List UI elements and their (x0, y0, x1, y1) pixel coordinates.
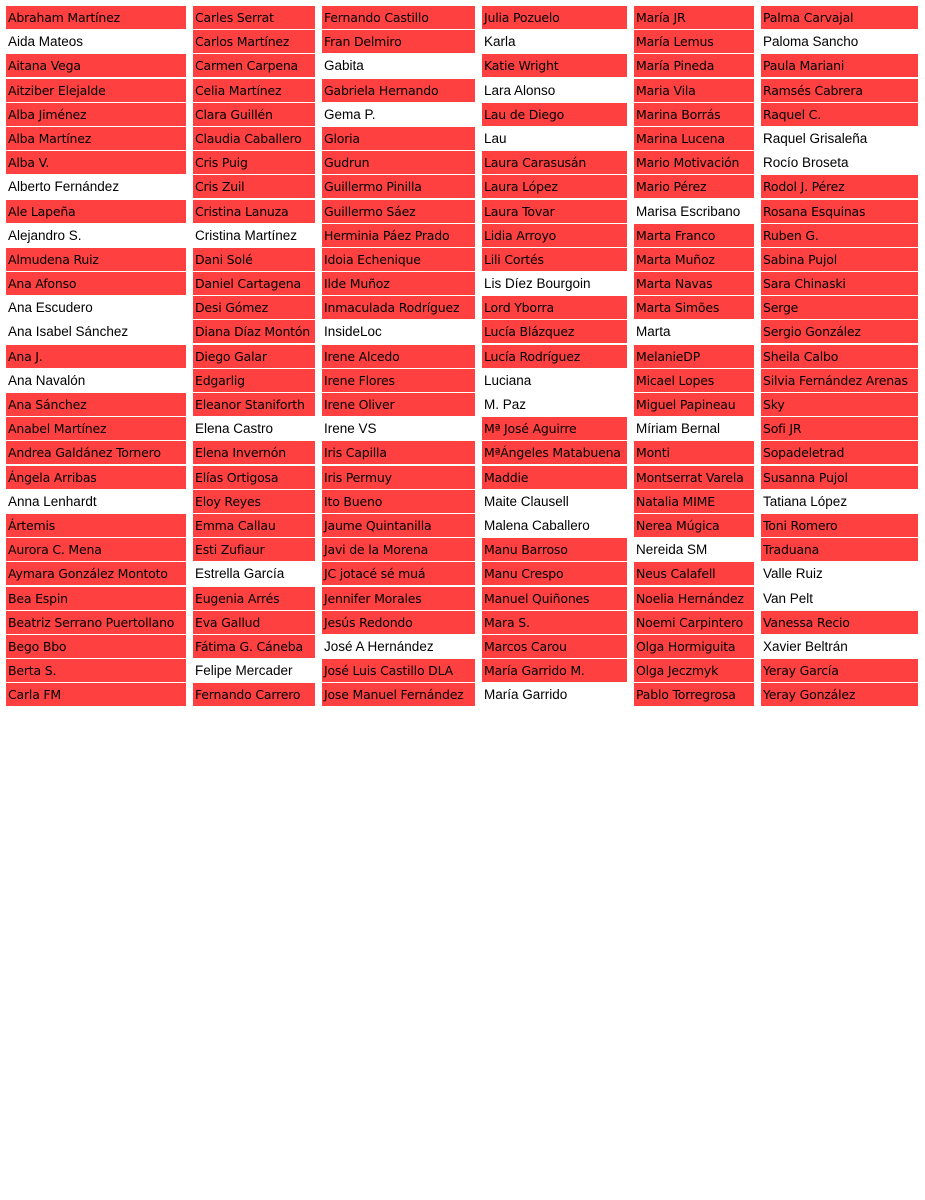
name-cell: Eleanor Staniforth (193, 393, 315, 416)
name-cell: Carles Serrat (193, 6, 315, 29)
name-cell: Lis Díez Bourgoin (482, 272, 627, 295)
name-cell: Gudrun (322, 151, 475, 174)
name-cell: Beatriz Serrano Puertollano (6, 611, 186, 634)
name-cell: Alba Martínez (6, 127, 186, 150)
name-cell: Jaume Quintanilla (322, 514, 475, 537)
name-cell: Fátima G. Cáneba (193, 635, 315, 658)
name-cell: Fernando Carrero (193, 683, 315, 706)
name-cell: Montserrat Varela (634, 466, 754, 489)
name-cell: Miguel Papineau (634, 393, 754, 416)
name-cell: Elena Castro (193, 417, 315, 440)
name-cell: Rosana Esquinas (761, 200, 918, 223)
name-cell: Ana Sánchez (6, 393, 186, 416)
name-cell: Daniel Cartagena (193, 272, 315, 295)
name-cell: Estrella García (193, 562, 315, 585)
name-cell: Ruben G. (761, 224, 918, 247)
name-cell: Sergio González (761, 320, 918, 343)
name-cell: Felipe Mercader (193, 659, 315, 682)
name-cell: Natalia MIME (634, 490, 754, 513)
name-cell: Tatiana López (761, 490, 918, 513)
name-cell: Jennifer Morales (322, 587, 475, 610)
name-cell: Paula Mariani (761, 54, 918, 77)
name-cell: María Garrido M. (482, 659, 627, 682)
name-cell: Jose Manuel Fernández (322, 683, 475, 706)
name-cell: Paloma Sancho (761, 30, 918, 53)
name-cell: Abraham Martínez (6, 6, 186, 29)
name-cell: Sopadeletrad (761, 441, 918, 464)
name-cell: Luciana (482, 369, 627, 392)
name-cell: Bea Espin (6, 587, 186, 610)
name-column-1 (6, 6, 186, 707)
name-cell: Manuel Quiñones (482, 587, 627, 610)
name-cell: Laura López (482, 175, 627, 198)
name-cell: José A Hernández (322, 635, 475, 658)
name-cell: Claudia Caballero (193, 127, 315, 150)
name-cell: Nereida SM (634, 538, 754, 561)
name-cell: Van Pelt (761, 587, 918, 610)
name-cell: Emma Callau (193, 514, 315, 537)
name-cell: Anabel Martínez (6, 417, 186, 440)
name-cell: Carlos Martínez (193, 30, 315, 53)
name-cell: Lidia Arroyo (482, 224, 627, 247)
name-cell: Aurora C. Mena (6, 538, 186, 561)
name-cell: Maria Vila (634, 79, 754, 102)
name-cell: Vanessa Recio (761, 611, 918, 634)
name-cell: Manu Barroso (482, 538, 627, 561)
name-cell: Anna Lenhardt (6, 490, 186, 513)
name-cell: Herminia Páez Prado (322, 224, 475, 247)
name-cell: Mª José Aguirre (482, 417, 627, 440)
name-cell: Cristina Lanuza (193, 200, 315, 223)
name-cell: MelanieDP (634, 345, 754, 368)
name-cell: Ilde Muñoz (322, 272, 475, 295)
name-column-6 (761, 6, 918, 707)
name-cell: Ángela Arribas (6, 466, 186, 489)
name-cell: Guillermo Pinilla (322, 175, 475, 198)
name-cell: Eva Gallud (193, 611, 315, 634)
name-cell: José Luis Castillo DLA (322, 659, 475, 682)
name-cell: Nerea Múgica (634, 514, 754, 537)
name-column-4 (482, 6, 627, 707)
name-cell: Karla (482, 30, 627, 53)
name-cell: Mara S. (482, 611, 627, 634)
name-cell: Alba V. (6, 151, 186, 174)
name-cell: Inmaculada Rodríguez (322, 296, 475, 319)
name-cell: Gabriela Hernando (322, 79, 475, 102)
name-cell: Laura Carasusán (482, 151, 627, 174)
name-cell: Esti Zufiaur (193, 538, 315, 561)
name-cell: Lara Alonso (482, 79, 627, 102)
name-cell: Cris Puig (193, 151, 315, 174)
name-cell: Ito Bueno (322, 490, 475, 513)
name-cell: Maddie (482, 466, 627, 489)
name-cell: Guillermo Sáez (322, 200, 475, 223)
name-cell: Ártemis (6, 514, 186, 537)
name-cell: Xavier Beltrán (761, 635, 918, 658)
name-cell: Marta Simões (634, 296, 754, 319)
name-cell: Marina Lucena (634, 127, 754, 150)
name-cell: Sofi JR (761, 417, 918, 440)
name-cell: Lucía Rodríguez (482, 345, 627, 368)
name-cell: María Garrido (482, 683, 627, 706)
name-cell: Ramsés Cabrera (761, 79, 918, 102)
name-cell: Clara Guillén (193, 103, 315, 126)
name-cell: Ana Isabel Sánchez (6, 320, 186, 343)
name-cell: Sheila Calbo (761, 345, 918, 368)
name-cell: InsideLoc (322, 320, 475, 343)
name-cell: Noelia Hernández (634, 587, 754, 610)
name-cell: Alejandro S. (6, 224, 186, 247)
name-cell: Marcos Carou (482, 635, 627, 658)
name-column-5 (634, 6, 754, 707)
name-cell: Carla FM (6, 683, 186, 706)
name-cell: Sabina Pujol (761, 248, 918, 271)
name-cell: Ana Escudero (6, 296, 186, 319)
name-cell: Katie Wright (482, 54, 627, 77)
name-cell: Andrea Galdánez Tornero (6, 441, 186, 464)
name-cell: Marta (634, 320, 754, 343)
name-cell: Javi de la Morena (322, 538, 475, 561)
name-cell: Olga Hormiguita (634, 635, 754, 658)
name-cell: Mario Pérez (634, 175, 754, 198)
name-column-3 (322, 6, 475, 707)
name-cell: Yeray García (761, 659, 918, 682)
name-cell: Dani Solé (193, 248, 315, 271)
name-cell: Cris Zuil (193, 175, 315, 198)
name-cell: Marina Borrás (634, 103, 754, 126)
name-cell: Mario Motivación (634, 151, 754, 174)
name-cell: Lau de Diego (482, 103, 627, 126)
name-cell: Aymara González Montoto (6, 562, 186, 585)
name-cell: Irene Flores (322, 369, 475, 392)
name-cell: Irene Alcedo (322, 345, 475, 368)
name-cell: Rodol J. Pérez (761, 175, 918, 198)
name-cell: Yeray González (761, 683, 918, 706)
name-cell: María JR (634, 6, 754, 29)
name-cell: Elena Invernón (193, 441, 315, 464)
name-cell: Lili Cortés (482, 248, 627, 271)
name-cell: Palma Carvajal (761, 6, 918, 29)
name-cell: Lau (482, 127, 627, 150)
name-cell: Ale Lapeña (6, 200, 186, 223)
name-cell: Celia Martínez (193, 79, 315, 102)
name-grid (6, 6, 918, 707)
name-cell: Almudena Ruiz (6, 248, 186, 271)
name-cell: MªÁngeles Matabuena (482, 441, 627, 464)
name-cell: Gabita (322, 54, 475, 77)
name-cell: Jesús Redondo (322, 611, 475, 634)
name-cell: Micael Lopes (634, 369, 754, 392)
name-cell: Serge (761, 296, 918, 319)
name-cell: Marta Muñoz (634, 248, 754, 271)
name-cell: Lucía Blázquez (482, 320, 627, 343)
name-cell: Laura Tovar (482, 200, 627, 223)
name-cell: Marisa Escribano (634, 200, 754, 223)
name-cell: Aitana Vega (6, 54, 186, 77)
name-cell: Neus Calafell (634, 562, 754, 585)
name-cell: Desi Gómez (193, 296, 315, 319)
name-cell: Irene VS (322, 417, 475, 440)
name-cell: Manu Crespo (482, 562, 627, 585)
name-cell: Ana J. (6, 345, 186, 368)
name-cell: Míriam Bernal (634, 417, 754, 440)
name-cell: Raquel C. (761, 103, 918, 126)
name-cell: Idoia Echenique (322, 248, 475, 271)
name-cell: Eugenia Arrés (193, 587, 315, 610)
name-cell: Marta Navas (634, 272, 754, 295)
name-cell: JC jotacé sé muá (322, 562, 475, 585)
name-cell: Carmen Carpena (193, 54, 315, 77)
name-cell: Noemi Carpintero (634, 611, 754, 634)
name-cell: Sky (761, 393, 918, 416)
name-cell: Berta S. (6, 659, 186, 682)
name-cell: Silvia Fernández Arenas (761, 369, 918, 392)
name-cell: Monti (634, 441, 754, 464)
name-cell: Gema P. (322, 103, 475, 126)
name-cell: Fran Delmiro (322, 30, 475, 53)
name-cell: María Lemus (634, 30, 754, 53)
name-cell: Lord Yborra (482, 296, 627, 319)
name-cell: Alberto Fernández (6, 175, 186, 198)
name-cell: Aida Mateos (6, 30, 186, 53)
name-cell: Diana Díaz Montón (193, 320, 315, 343)
name-cell: Pablo Torregrosa (634, 683, 754, 706)
name-cell: Aitziber Elejalde (6, 79, 186, 102)
name-cell: Gloria (322, 127, 475, 150)
name-cell: Olga Jeczmyk (634, 659, 754, 682)
name-cell: Maite Clausell (482, 490, 627, 513)
name-cell: Malena Caballero (482, 514, 627, 537)
name-cell: Raquel Grisaleña (761, 127, 918, 150)
name-column-2 (193, 6, 315, 707)
name-cell: Susanna Pujol (761, 466, 918, 489)
name-cell: Bego Bbo (6, 635, 186, 658)
name-cell: Cristina Martínez (193, 224, 315, 247)
name-cell: Sara Chinaski (761, 272, 918, 295)
name-cell: Traduana (761, 538, 918, 561)
name-cell: Rocío Broseta (761, 151, 918, 174)
name-cell: Fernando Castillo (322, 6, 475, 29)
name-cell: Iris Permuy (322, 466, 475, 489)
name-cell: Eloy Reyes (193, 490, 315, 513)
name-cell: M. Paz (482, 393, 627, 416)
name-cell: Marta Franco (634, 224, 754, 247)
name-cell: Valle Ruiz (761, 562, 918, 585)
name-cell: Irene Oliver (322, 393, 475, 416)
name-cell: Diego Galar (193, 345, 315, 368)
name-cell: Edgarlig (193, 369, 315, 392)
name-cell: Julia Pozuelo (482, 6, 627, 29)
name-cell: Ana Afonso (6, 272, 186, 295)
name-cell: Alba Jiménez (6, 103, 186, 126)
name-cell: Toni Romero (761, 514, 918, 537)
name-cell: María Pineda (634, 54, 754, 77)
name-cell: Ana Navalón (6, 369, 186, 392)
name-cell: Elías Ortigosa (193, 466, 315, 489)
name-cell: Iris Capilla (322, 441, 475, 464)
